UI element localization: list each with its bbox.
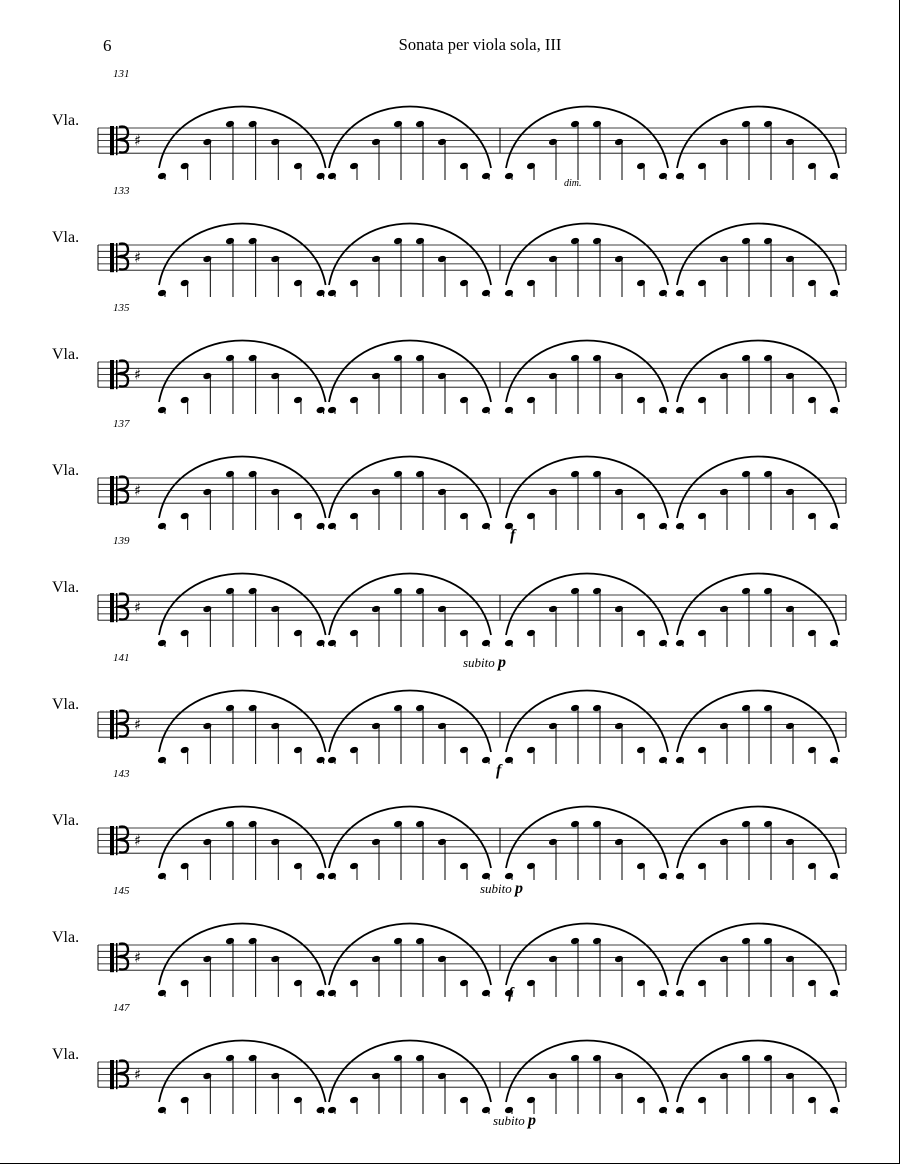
slur	[677, 924, 839, 986]
staff-notation	[0, 185, 900, 297]
subito-piano-144	[480, 880, 523, 898]
note-group	[157, 457, 326, 531]
subito-text: subito	[463, 655, 495, 670]
slur	[159, 107, 326, 169]
slur	[159, 691, 326, 753]
slur	[329, 924, 491, 986]
slur	[329, 341, 491, 403]
instrument-label: Vla.	[52, 812, 80, 829]
staff-system	[0, 185, 900, 295]
note-group	[675, 574, 839, 648]
key-signature-sharp-icon: ♯	[134, 1065, 142, 1084]
instrument-label: Vla.	[52, 1046, 80, 1063]
slur	[159, 924, 326, 986]
alto-clef-icon	[110, 1060, 128, 1089]
subito-piano-148	[493, 1112, 536, 1130]
instrument-label: Vla.	[52, 346, 80, 363]
alto-clef-icon	[110, 593, 128, 622]
slur	[506, 341, 668, 403]
piano-text: p	[528, 1112, 537, 1129]
slur	[506, 807, 668, 869]
note-group	[504, 691, 668, 765]
note-group	[504, 807, 668, 881]
staff-system	[0, 1002, 900, 1112]
slur	[506, 924, 668, 986]
slur	[329, 224, 491, 286]
note-group	[157, 224, 326, 298]
staff-system	[0, 302, 900, 412]
page-number: 6	[103, 36, 112, 55]
slur	[506, 107, 668, 169]
slur	[329, 691, 491, 753]
staff-notation	[0, 885, 900, 997]
slur	[329, 574, 491, 636]
alto-clef-icon	[110, 126, 128, 155]
page-title: Sonata per viola sola, III	[398, 35, 562, 54]
key-signature-sharp-icon: ♯	[134, 598, 142, 617]
note-group	[157, 341, 326, 415]
key-signature-sharp-icon: ♯	[134, 715, 142, 734]
staff-system	[0, 652, 900, 762]
key-signature-sharp-icon: ♯	[134, 248, 142, 267]
note-group	[157, 924, 326, 998]
staff-system	[0, 418, 900, 528]
note-group	[675, 807, 839, 881]
measure-number: 137	[113, 418, 130, 430]
alto-clef-icon	[110, 710, 128, 739]
note-group	[675, 224, 839, 298]
staff-notation	[0, 652, 900, 764]
slur	[677, 341, 839, 403]
slur	[159, 224, 326, 286]
subito-text: subito	[480, 881, 512, 896]
measure-number: 133	[113, 185, 130, 197]
note-group	[675, 924, 839, 998]
measure-number: 139	[113, 535, 130, 547]
slur	[506, 224, 668, 286]
staff-system	[0, 768, 900, 878]
measure-number: 131	[113, 68, 130, 80]
slur	[677, 107, 839, 169]
alto-clef-icon	[110, 360, 128, 389]
instrument-label: Vla.	[52, 929, 80, 946]
key-signature-sharp-icon: ♯	[134, 948, 142, 967]
staff-notation	[0, 418, 900, 530]
measure-number: 145	[113, 885, 130, 897]
piano-text: p	[515, 880, 524, 897]
key-signature-sharp-icon: ♯	[134, 131, 142, 150]
note-group	[675, 341, 839, 415]
slur	[506, 691, 668, 753]
note-group	[504, 224, 668, 298]
measure-number: 135	[113, 302, 130, 314]
measure-number: 147	[113, 1002, 130, 1014]
instrument-label: Vla.	[52, 579, 80, 596]
alto-clef-icon	[110, 943, 128, 972]
instrument-label: Vla.	[52, 112, 80, 129]
slur	[677, 807, 839, 869]
forte-marking-142: f	[496, 762, 502, 779]
note-group	[504, 924, 668, 998]
note-group	[157, 1041, 326, 1115]
note-group	[504, 457, 668, 531]
note-group	[327, 1041, 491, 1115]
note-group	[675, 107, 839, 181]
note-group	[327, 924, 491, 998]
note-group	[327, 807, 491, 881]
measure-number: 141	[113, 652, 130, 664]
note-group	[675, 457, 839, 531]
note-group	[504, 1041, 668, 1115]
instrument-label: Vla.	[52, 696, 80, 713]
forte-marking-146: f	[508, 985, 514, 1002]
slur	[159, 341, 326, 403]
note-group	[504, 107, 668, 181]
instrument-label: Vla.	[52, 462, 80, 479]
slur	[506, 457, 668, 519]
staff-system	[0, 535, 900, 645]
staff-system	[0, 885, 900, 995]
alto-clef-icon	[110, 476, 128, 505]
slur	[329, 107, 491, 169]
key-signature-sharp-icon: ♯	[134, 481, 142, 500]
staff-system	[0, 68, 900, 178]
slur	[677, 1041, 839, 1103]
note-group	[327, 224, 491, 298]
slur	[677, 574, 839, 636]
subito-piano-140	[463, 654, 506, 672]
slur	[506, 574, 668, 636]
note-group	[327, 107, 491, 181]
note-group	[504, 574, 668, 648]
key-signature-sharp-icon: ♯	[134, 365, 142, 384]
slur	[329, 1041, 491, 1103]
slur	[677, 691, 839, 753]
note-group	[327, 341, 491, 415]
key-signature-sharp-icon: ♯	[134, 831, 142, 850]
staff-notation	[0, 302, 900, 414]
slur	[159, 574, 326, 636]
slur	[159, 457, 326, 519]
staff-notation	[0, 768, 900, 880]
staff-notation	[0, 1002, 900, 1114]
dim-marking: dim.	[564, 178, 582, 189]
alto-clef-icon	[110, 243, 128, 272]
subito-text: subito	[493, 1113, 525, 1128]
slur	[329, 457, 491, 519]
measure-number: 143	[113, 768, 130, 780]
instrument-label: Vla.	[52, 229, 80, 246]
slur	[329, 807, 491, 869]
note-group	[157, 691, 326, 765]
forte-marking-138: f	[510, 527, 516, 544]
note-group	[157, 807, 326, 881]
note-group	[157, 574, 326, 648]
slur	[506, 1041, 668, 1103]
slur	[159, 807, 326, 869]
alto-clef-icon	[110, 826, 128, 855]
note-group	[327, 457, 491, 531]
piano-text: p	[498, 654, 507, 671]
staff-notation	[0, 535, 900, 647]
slur	[677, 457, 839, 519]
note-group	[327, 691, 491, 765]
staff-notation	[0, 68, 900, 180]
slur	[677, 224, 839, 286]
slur	[159, 1041, 326, 1103]
note-group	[504, 341, 668, 415]
note-group	[327, 574, 491, 648]
note-group	[675, 691, 839, 765]
note-group	[157, 107, 326, 181]
note-group	[675, 1041, 839, 1115]
